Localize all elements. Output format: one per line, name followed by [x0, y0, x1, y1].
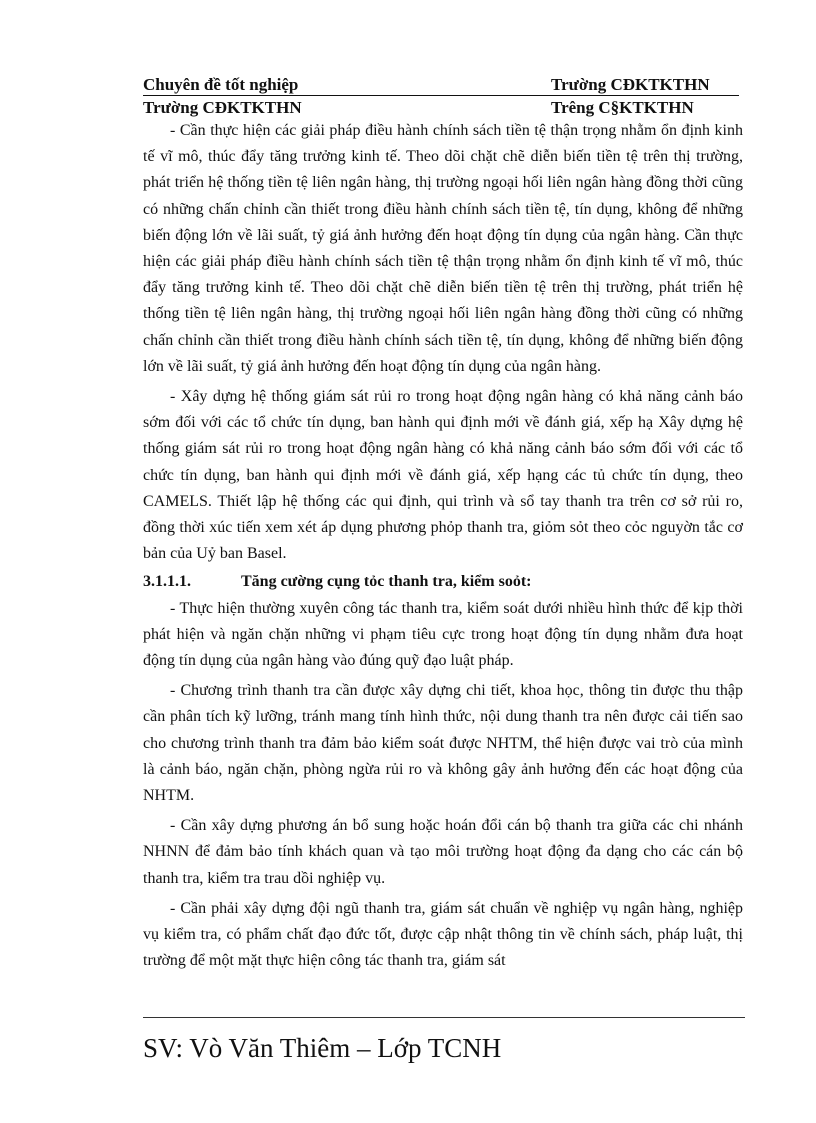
- header-underline: [143, 95, 739, 96]
- footer-student-name: SV: Vò Văn Thiêm – Lớp TCNH: [143, 1033, 502, 1063]
- paragraph: - Cần thực hiện các giải pháp điều hành chính sách tiền tệ thận trọng nhằm ổn định kinh tế vĩ mô, thúc đẩy tăng trưởng kinh tế. Theo dõi chặt chẽ diễn biến tiền tệ trên thị trường, phát triển hệ thống tiền tệ liên ngân hàng, thị trường ngoại hối liên ngân hàng đồng thời cũng có những chấn chỉnh cần thiết trong điều hành chính sách tiền tệ, tín dụng, không để những biến động lớn về lãi suất, tỷ giá ảnh hưởng đến hoạt động tín dụng của ngân hàng. Cần thực hiện các giải pháp điều hành chính sách tiền tệ thận trọng nhằm ổn định kinh tế vĩ mô, thúc đẩy tăng trưởng kinh tế. Theo dõi chặt chẽ diễn biến tiền tệ trên thị trường, phát triển hệ thống tiền tệ liên ngân hàng, thị trường ngoại hối liên ngân hàng đồng thời cũng có những chấn chỉnh cần thiết trong điều hành chính sách tiền tệ, tín dụng, không để những biến động lớn về lãi suất, tỷ giá ảnh hưởng đến hoạt động tín dụng của ngân hàng.: [143, 122, 743, 375]
- paragraph: - Cần xây dựng phương án bổ sung hoặc hoán đổi cán bộ thanh tra giữa các chi nhánh NHNN để đảm bảo tính khách quan và tạo môi trường hoạt động đa dạng cho các cán bộ thanh tra, kiểm tra trau dồi nghiệp vụ.: [143, 817, 743, 887]
- paragraph: - Thực hiện thường xuyên công tác thanh tra, kiểm soát dưới nhiều hình thức để kịp thời phát hiện và ngăn chặn những vi phạm tiêu cực trong hoạt động tín dụng nhằm đưa hoạt động tín dụng của ngân hàng vào đúng quỹ đạo luật pháp.: [143, 599, 743, 670]
- footer-rule: [143, 1017, 745, 1018]
- paragraph: - Xây dựng hệ thống giám sát rủi ro trong hoạt động ngân hàng có khả năng cảnh báo sớm đối với các tổ chức tín dụng, ban hành qui định mới về đánh giá, xếp hạ Xây dựng hệ thống giám sát rủi ro trong hoạt động ngân hàng có khả năng cảnh báo sớm đối với các tổ chức tín dụng, ban hành qui định mới về đánh giá, xếp hạng các tủ chức tín dụng, theo CAMELS. Thiết lập hệ thống các qui định, qui trình và sổ tay thanh tra trên cơ sở rủi ro, đồng thời xúc tiến xem xét áp dụng phương phỏp thanh tra, giỏm sỏt theo cỏc nguyờn tắc cơ bản của Uỷ ban Basel.: [143, 388, 743, 563]
- section-number: 3.1.1.1.: [143, 573, 191, 591]
- header-school-name-legacy-font: Trêng C§KTKTHN: [551, 98, 694, 117]
- header-doc-title: Chuyên đề tốt nghiệp: [143, 75, 299, 94]
- section-title: Tăng cường cụng tỏc thanh tra, kiểm soỏt:: [241, 573, 532, 591]
- header-school-name: Trường CĐKTKTHN: [551, 75, 710, 94]
- paragraph: - Chương trình thanh tra cần được xây dựng chi tiết, khoa học, thông tin được thu thập cần phân tích kỹ lưỡng, tránh mang tính hình thức, nội dung thanh tra nên được cải tiến sao cho chương trình thanh tra đảm bảo kiểm soát được NHTM, thể hiện được vai trò của mình là cảnh báo, ngăn chặn, phòng ngừa rủi ro và không gây ảnh hưởng đến các hoạt động của NHTM.: [143, 682, 743, 805]
- section-heading: [143, 569, 743, 595]
- document-body: [143, 118, 743, 975]
- paragraph: - Cần phải xây dựng đội ngũ thanh tra, giám sát chuẩn về nghiệp vụ ngân hàng, nghiệp vụ kiểm tra, có phẩm chất đạo đức tốt, được cập nhật thông tin về chính sách, pháp luật, thị trường để một mặt thực hiện công tác thanh tra, giám sát: [143, 899, 743, 970]
- header-school-name-repeat: Trường CĐKTKTHN: [143, 98, 302, 117]
